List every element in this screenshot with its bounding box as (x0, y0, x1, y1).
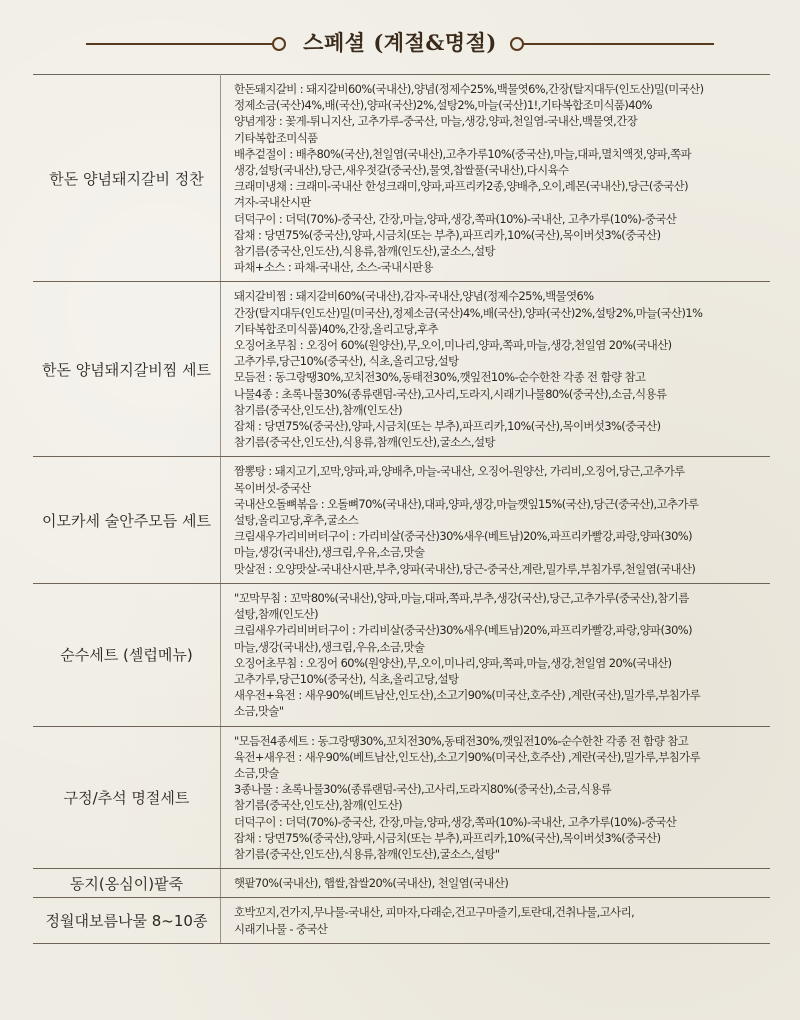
menu-row (33, 75, 770, 282)
menu-item-ingredients (221, 726, 771, 869)
ingredient-line: 기타복합조미식품)40%,간장,올리고당,후추 (234, 321, 439, 336)
menu-item-name: 구정/추석 명절세트 (33, 726, 221, 869)
ingredient-line: 짬뽕탕 : 돼지고기,꼬막,양파,파,양배추,마늘-국내산, 오징어-원양산, 가리비,오징어,당근,고추가루 (234, 464, 685, 479)
ingredient-line: 소금,맛술" (234, 704, 284, 719)
ingredient-line: 육전+새우전 : 새우90%(베트남산,인도산),소고기90%(미국산,호주산) ,계란(국산),밀가루,부침가루 (234, 749, 701, 764)
header-ornament-left (272, 37, 286, 51)
menu-item-ingredients (221, 869, 771, 898)
ingredient-line: 잡채 : 당면75%(중국산),양파,시금치(또는 부추),파프리카,10%(국산),목이버섯3%(중국산) (234, 830, 661, 845)
section-header (0, 22, 800, 66)
ingredient-line: "모듬전4종세트 : 동그랑땡30%,꼬치전30%,동태전30%,깻잎전10%-순수한찬 각종 전 함량 참고 (234, 733, 689, 748)
ingredient-line: 고추가루,당근10%(중국산), 식초,올리고당,설탕 (234, 354, 459, 369)
header-rule-right (522, 43, 714, 45)
ingredient-line: 새우전+육전 : 새우90%(베트남산,인도산),소고기90%(미국산,호주산) ,계란(국산),밀가루,부침가루 (234, 688, 701, 703)
ingredient-line: 시래기나물 - 중국산 (234, 921, 328, 936)
menu-item-ingredients (221, 898, 771, 943)
menu-row (33, 726, 770, 869)
ingredient-line: 겨자-국내산시판 (234, 195, 311, 210)
ingredient-line: 오징어초무침 : 오징어 60%(원양산),무,오이,미나리,양파,쪽파,마늘,생강,천일염 20%(국내산) (234, 338, 672, 353)
menu-row (33, 583, 770, 726)
ingredient-line: 잡채 : 당면75%(중국산),양파,시금치(또는 부추),파프리카,10%(국산),목이버섯3%(중국산) (234, 419, 661, 434)
ingredient-line: 참기름(중국산,인도산),식용류,참깨(인도산),굴소스,설탕 (234, 244, 495, 259)
ingredient-line: 더덕구이 : 더덕(70%)-중국산, 간장,마늘,양파,생강,쪽파(10%)-국내산, 고추가루(10%)-중국산 (234, 211, 677, 226)
menu-item-name: 한돈 양념돼지갈비찜 세트 (33, 282, 221, 457)
ingredient-line: 오징어초무침 : 오징어 60%(원양산),무,오이,미나리,양파,쪽파,마늘,생강,천일염 20%(국내산) (234, 655, 672, 670)
menu-table (33, 74, 770, 944)
ingredient-line: 크래미냉채 : 크래미-국내산 한성크래미,양파,파프리카2종,양배추,오이,레몬(국내산),당근(중국산) (234, 179, 688, 194)
menu-row (33, 282, 770, 457)
menu-row (33, 869, 770, 898)
ingredient-line: 참기름(중국산,인도산),식용류,참깨(인도산),굴소스,설탕" (234, 846, 500, 861)
menu-item-ingredients (221, 282, 771, 457)
ingredient-line: 돼지갈비찜 : 돼지갈비60%(국내산),감자-국내산,양념(정제수25%,백물엿6% (234, 289, 594, 304)
ingredient-line: 목이버섯-중국산 (234, 480, 311, 495)
menu-item-ingredients (221, 457, 771, 583)
ingredient-line: 한돈돼지갈비 : 돼지갈비60%(국내산),양념(정제수25%,백물엿6%,간장(탈지대두(인도산)밀(미국산) (234, 82, 704, 96)
ingredient-line: 소금,맛술 (234, 765, 279, 780)
ingredient-line: 더덕구이 : 더덕(70%)-중국산, 간장,마늘,양파,생강,쪽파(10%)-국내산, 고추가루(10%)-중국산 (234, 814, 677, 829)
ingredient-line: 설탕,참깨(인도산) (234, 607, 319, 622)
ingredient-line: 국내산오돌뼈볶음 : 오돌뼈70%(국내산),대파,양파,생강,마늘깻잎15%(국산),당근(중국산),고추가루 (234, 496, 699, 511)
ingredient-line: 생강,설탕(국내산),당근,새우젓갈(중국산),물엿,찹쌀풀(국내산),다시육수 (234, 163, 569, 178)
ingredient-line: 잡채 : 당면75%(중국산),양파,시금치(또는 부추),파프리카,10%(국산),목이버섯3%(중국산) (234, 227, 661, 242)
ingredient-line: 마늘,생강(국내산),생크림,우유,소금,맛술 (234, 639, 425, 654)
ingredient-line: 크림새우가리비버터구이 : 가리비살(중국산)30%새우(베트남)20%,파프리카빨강,파랑,양파(30%) (234, 529, 692, 544)
ingredient-line: 모듬전 : 동그랑땡30%,꼬치전30%,동태전30%,깻잎전10%-순수한찬 각종 전 함량 참고 (234, 370, 646, 385)
ingredient-line: 참기름(중국산,인도산),식용류,참깨(인도산),굴소스,설탕 (234, 435, 495, 450)
ingredient-line: 고추가루,당근10%(중국산), 식초,올리고당,설탕 (234, 671, 459, 686)
ingredient-line: 양념게장 : 꽃게-튀니지산, 고추가루-중국산, 마늘,생강,양파,천일염-국내산,백물엿,간장 (234, 114, 638, 129)
section-title: 스페셜 (계절&명절) (303, 30, 497, 55)
ingredient-line: 간장(탈지대두(인도산)밀(미국산),정제소금(국산)4%,배(국산),양파(국산)2%,설탕2%,마늘(국산)1% (234, 305, 703, 320)
menu-item-name: 순수세트 (셀럽메뉴) (33, 583, 221, 726)
ingredient-line: 참기름(중국산,인도산),참깨(인도산) (234, 798, 403, 813)
ingredient-line: 기타복합조미식품 (234, 130, 318, 145)
menu-item-ingredients (221, 75, 771, 282)
ingredient-line: 나물4종 : 초록나물30%(종류랜덤-국산),고사리,도라지,시래기나물80%(중국산),소금,식용류 (234, 386, 667, 401)
ingredient-line: 배추겉절이 : 배추80%(국산),천일염(국내산),고추가루10%(중국산),마늘,대파,멸치액젓,양파,쪽파 (234, 146, 692, 161)
ingredient-line: 호박꼬지,건가지,무나물-국내산, 피마자,다래순,건고구마줄기,토란대,건취나물,고사리, (234, 905, 635, 920)
ingredient-line: 파채+소스 : 파채-국내산, 소스-국내시판용 (234, 260, 433, 275)
menu-item-ingredients (221, 583, 771, 726)
menu-item-name: 이모카세 술안주모듬 세트 (33, 457, 221, 583)
menu-row (33, 457, 770, 583)
ingredient-line: 마늘,생강(국내산),생크림,우유,소금,맛술 (234, 545, 425, 560)
ingredient-line: 크림새우가리비버터구이 : 가리비살(중국산)30%새우(베트남)20%,파프리카빨강,파랑,양파(30%) (234, 623, 692, 638)
menu-item-name: 동지(옹심이)팥죽 (33, 869, 221, 898)
ingredient-line: 맛살전 : 오양맛살-국내산시판,부추,양파(국내산),당근-중국산,계란,밀가루,부침가루,천일염(국내산) (234, 561, 696, 576)
menu-item-name: 한돈 양념돼지갈비 정찬 (33, 75, 221, 282)
menu-item-name: 정월대보름나물 8~10종 (33, 898, 221, 943)
ingredient-line: 햇팥70%(국내산), 햅쌀,찹쌀20%(국내산), 천일염(국내산) (234, 876, 509, 891)
ingredient-line: 정제소금(국산)4%,배(국산),양파(국산)2%,설탕2%,마늘(국산)1!,기타복합조미식품)40% (234, 98, 652, 113)
ingredient-line: 3종나물 : 초록나물30%(종류랜덤-국산),고사리,도라지80%(중국산),소금,식용류 (234, 782, 612, 797)
ingredient-line: "꼬막무침 : 꼬막80%(국내산),양파,마늘,대파,쪽파,부추,생강(국산),당근,고추가루(중국산),참기름 (234, 590, 689, 605)
ingredient-line: 참기름(중국산,인도산),참깨(인도산) (234, 402, 403, 417)
menu-row (33, 898, 770, 943)
menu-table-body (33, 75, 770, 944)
ingredient-line: 설탕,올리고당,후추,굴소스 (234, 513, 359, 528)
header-rule-left (86, 43, 272, 45)
